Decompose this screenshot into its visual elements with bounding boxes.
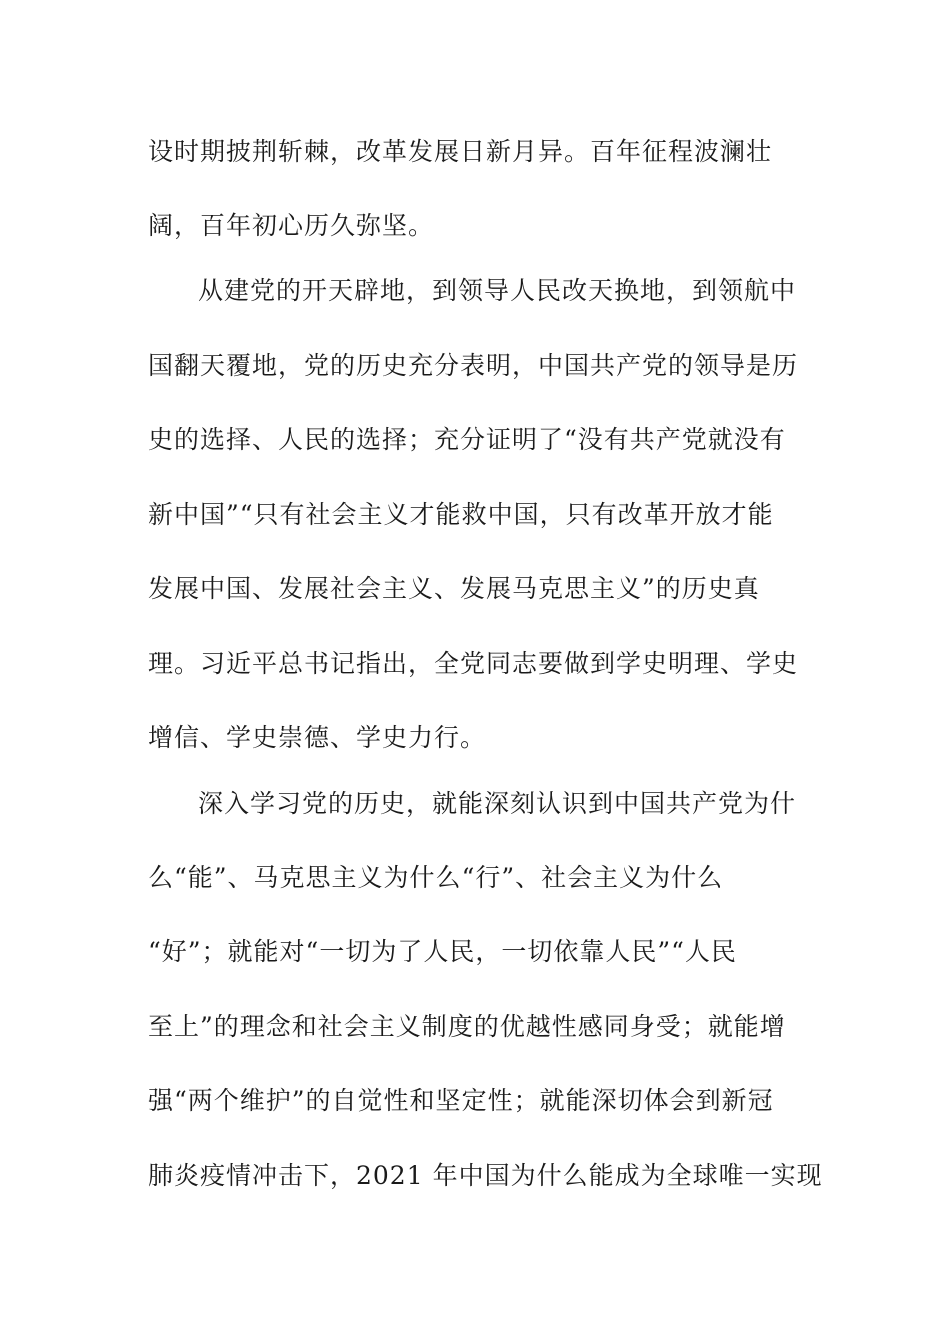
text-line: 设时期披荆斩棘，改革发展日新月异。百年征程波澜壮 xyxy=(148,137,773,166)
text-line: 至上”的理念和社会主义制度的优越性感同身受；就能增 xyxy=(148,1012,786,1041)
text-line: 增信、学史崇德、学史力行。 xyxy=(148,723,487,752)
text-line: 国翻天覆地，党的历史充分表明，中国共产党的领导是历 xyxy=(148,351,799,380)
text-line: 理。习近平总书记指出，全党同志要做到学史明理、学史 xyxy=(148,649,799,678)
text-line: 新中国”“只有社会主义才能救中国，只有改革开放才能 xyxy=(148,500,774,529)
text-line: 发展中国、发展社会主义、发展马克思主义”的历史真 xyxy=(148,574,760,603)
text-line: 肺炎疫情冲击下，2021 年中国为什么能成为全球唯一实现 xyxy=(148,1161,823,1190)
paragraph-first-line: 深入学习党的历史，就能深刻认识到中国共产党为什 xyxy=(198,789,797,818)
paragraph-first-line: 从建党的开天辟地，到领导人民改天换地，到领航中 xyxy=(198,276,797,305)
text-line: 史的选择、人民的选择；充分证明了“没有共产党就没有 xyxy=(148,425,786,454)
text-line: 么“能”、马克思主义为什么“行”、社会主义为什么 xyxy=(148,863,724,892)
text-line: 强“两个维护”的自觉性和坚定性；就能深切体会到新冠 xyxy=(148,1086,774,1115)
text-line: “好”；就能对“一切为了人民，一切依靠人民”“人民 xyxy=(148,937,737,966)
text-line: 阔，百年初心历久弥坚。 xyxy=(148,211,435,240)
